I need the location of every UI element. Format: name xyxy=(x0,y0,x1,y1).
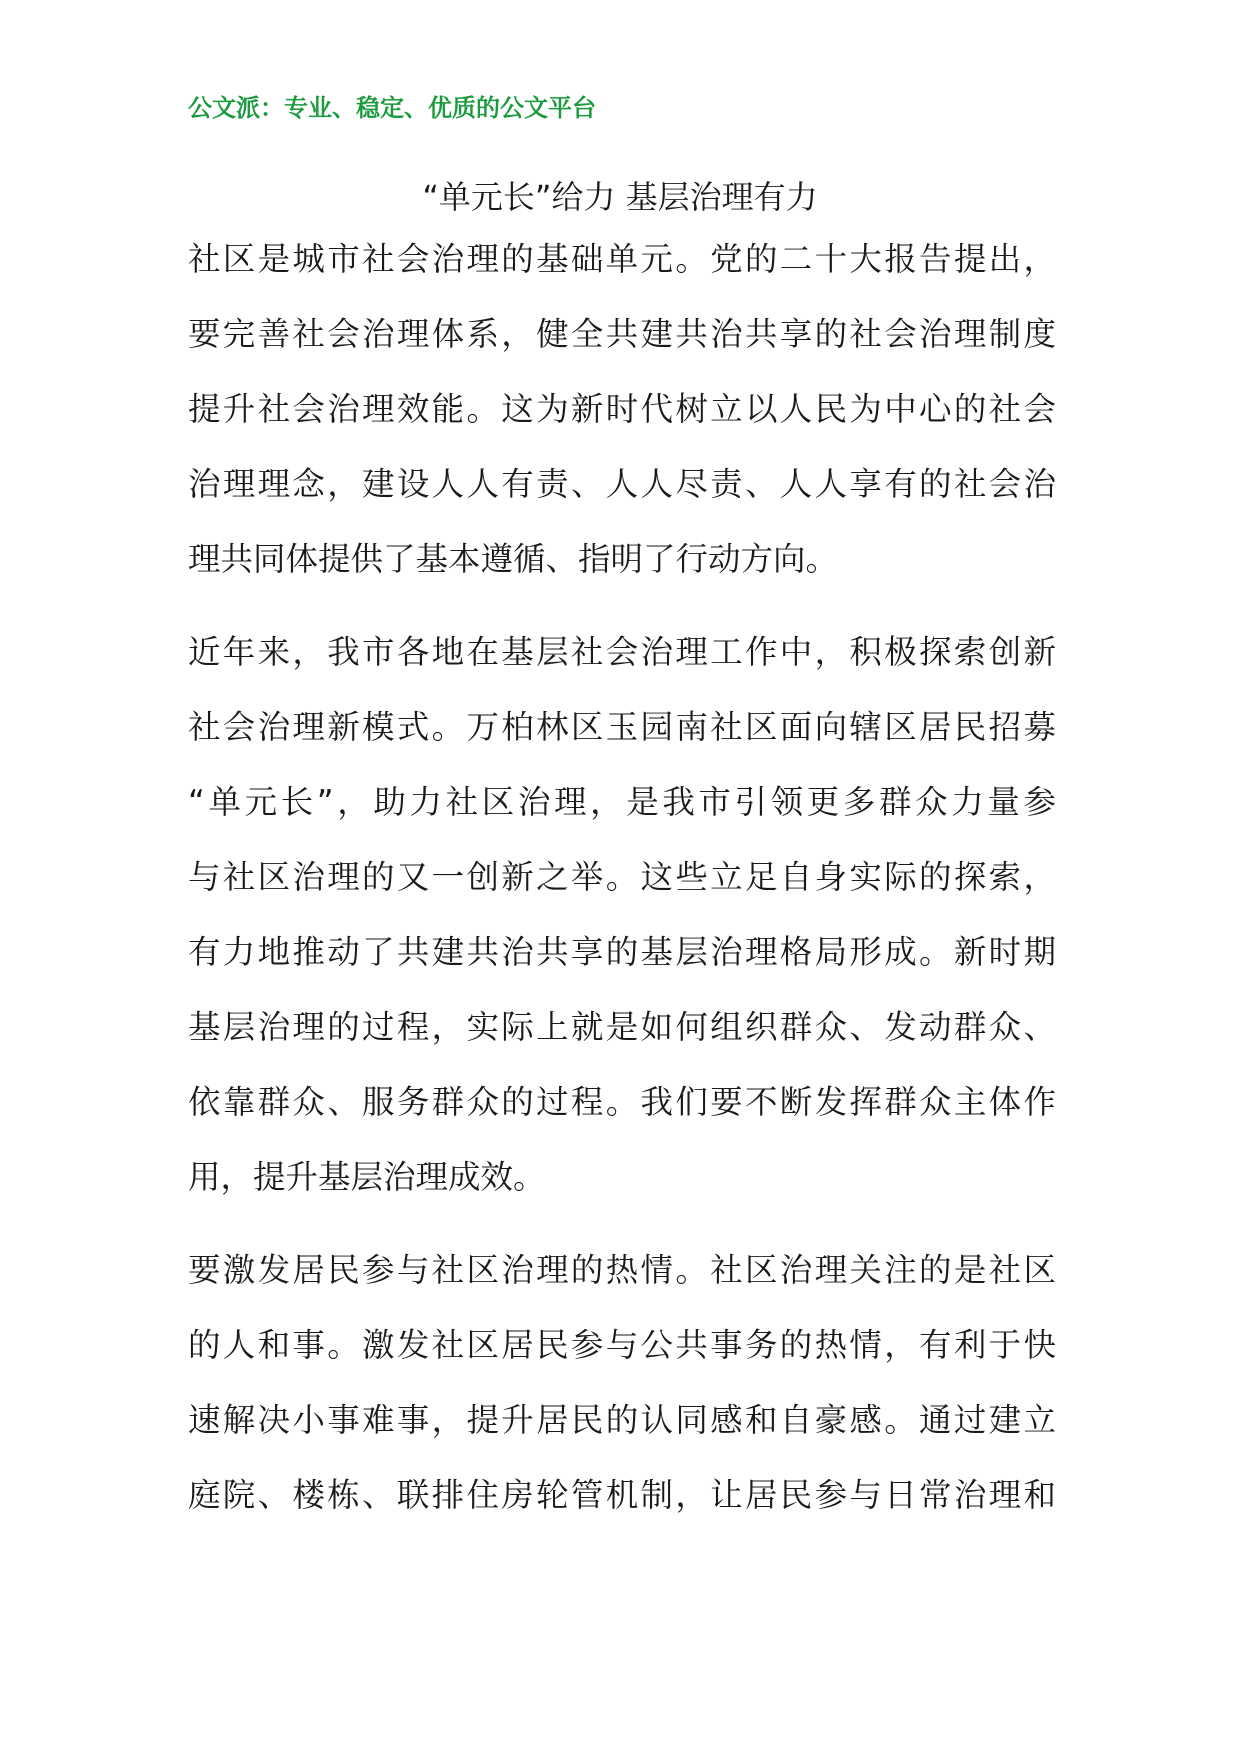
text-line: 要激发居民参与社区治理的热情。社区治理关注的是社区 xyxy=(188,1251,1056,1289)
text-line: “单元长”，助力社区治理，是我市引领更多群众力量参 xyxy=(188,783,1056,821)
text-line: 基层治理的过程，实际上就是如何组织群众、发动群众、 xyxy=(188,1008,1056,1046)
site-header: 公文派：专业、稳定、优质的公文平台 xyxy=(188,94,596,122)
text-line: 社区是城市社会治理的基础单元。党的二十大报告提出， xyxy=(188,240,1056,278)
paragraph-2 xyxy=(188,615,1056,1215)
document-body xyxy=(188,222,1056,1551)
text-line: 依靠群众、服务群众的过程。我们要不断发挥群众主体作 xyxy=(188,1083,1056,1121)
text-line: 理共同体提供了基本遵循、指明了行动方向。 xyxy=(188,540,839,578)
paragraph-1 xyxy=(188,222,1056,597)
text-line: 近年来，我市各地在基层社会治理工作中，积极探索创新 xyxy=(188,633,1056,671)
text-line: 的人和事。激发社区居民参与公共事务的热情，有利于快 xyxy=(188,1326,1056,1364)
text-line: 与社区治理的又一创新之举。这些立足自身实际的探索， xyxy=(188,858,1056,896)
text-line: 提升社会治理效能。这为新时代树立以人民为中心的社会 xyxy=(188,390,1056,428)
text-line: 速解决小事难事，提升居民的认同感和自豪感。通过建立 xyxy=(188,1401,1056,1439)
text-line: 庭院、楼栋、联排住房轮管机制，让居民参与日常治理和 xyxy=(188,1476,1056,1514)
paragraph-3 xyxy=(188,1233,1056,1533)
text-line: 有力地推动了共建共治共享的基层治理格局形成。新时期 xyxy=(188,933,1056,971)
document-title: “单元长”给力 基层治理有力 xyxy=(422,178,818,216)
text-line: 用，提升基层治理成效。 xyxy=(188,1158,546,1196)
text-line: 社会治理新模式。万柏林区玉园南社区面向辖区居民招募 xyxy=(188,708,1056,746)
text-line: 要完善社会治理体系，健全共建共治共享的社会治理制度 xyxy=(188,315,1056,353)
text-line: 治理理念，建设人人有责、人人尽责、人人享有的社会治 xyxy=(188,465,1056,503)
